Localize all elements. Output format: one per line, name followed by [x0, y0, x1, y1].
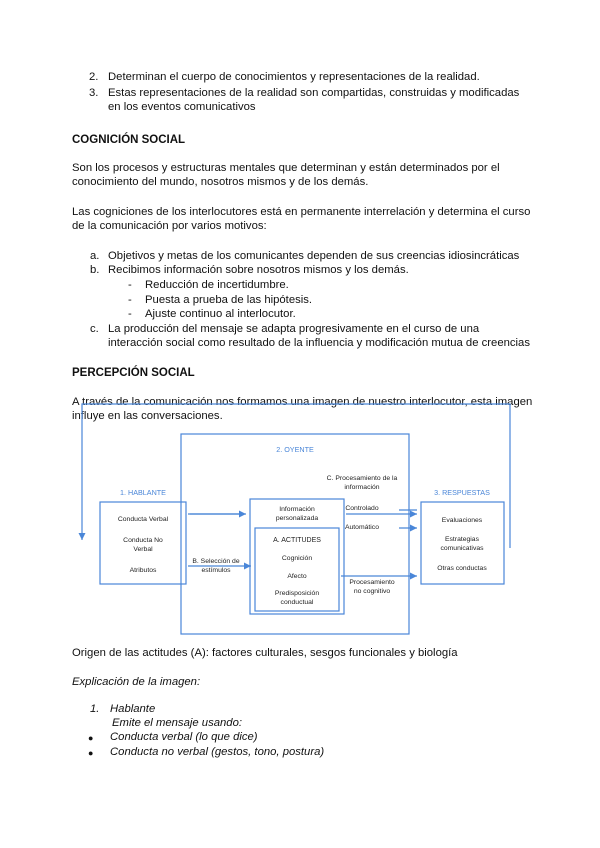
actitudes-item: Afecto	[287, 573, 307, 580]
sub-item-text: Ajuste continuo al interlocutor.	[145, 308, 296, 320]
bullet-dot: ●	[88, 733, 94, 743]
explicacion-title: Explicación de la imagen:	[72, 676, 201, 688]
bullet-text: Conducta no verbal (gestos, tono, postura)	[110, 746, 325, 758]
bullet-text: Conducta verbal (lo que dice)	[110, 731, 258, 743]
list-item-text: Recibimos información sobre nosotros mismos y los demás.	[108, 264, 409, 276]
sub-item-text: Puesta a prueba de las hipótesis.	[145, 294, 313, 306]
list-item-text: interacción social como resultado de la influencia y modificación mutua de creencias	[108, 337, 530, 349]
respuestas-item: Evaluaciones	[441, 517, 483, 524]
list-letter: a.	[90, 250, 100, 262]
list-number: 1.	[90, 703, 100, 715]
respuestas-item: comunicativas	[440, 545, 484, 552]
respuestas-item: Estrategias	[444, 536, 480, 543]
list-item-text: La producción del mensaje se adapta progresivamente en el curso de una	[108, 323, 480, 335]
paragraph-line: influye en las conversaciones.	[72, 410, 223, 422]
seleccion-label: B. Selección de	[192, 558, 240, 565]
sub-dash: -	[128, 294, 132, 306]
paragraph-line: A través de la comunicación nos formamos una imagen de nuestro interlocutor, esta imagen	[72, 396, 533, 408]
hablante-item: Conducta Verbal	[117, 516, 169, 523]
paragraph-line: Son los procesos y estructuras mentales que determinan y están determinados por el	[72, 162, 500, 174]
sub-dash: -	[128, 279, 132, 291]
procesamiento-label: información	[344, 484, 380, 491]
bullet-dot: ●	[88, 748, 94, 758]
section-heading-cognicion: COGNICIÓN SOCIAL	[72, 134, 186, 146]
actitudes-item: Cognición	[281, 555, 313, 562]
paragraph-line: Las cogniciones de los interlocutores está en permanente interrelación y determina el curso	[72, 206, 531, 218]
actitudes-item: conductual	[280, 599, 314, 606]
sub-dash: -	[128, 308, 132, 320]
automatico-label: Automático	[344, 524, 380, 531]
list-number: 3.	[89, 87, 99, 99]
paragraph-line: conocimiento del mundo, nosotros mismos y de los demás.	[72, 176, 369, 188]
feedback-loop-line	[82, 404, 510, 548]
no-cognitivo-label: no cognitivo	[353, 588, 391, 595]
list-item-text: en los eventos comunicativos	[108, 101, 256, 113]
item-subtitle: Emite el mensaje usando:	[112, 717, 242, 729]
sub-item-text: Reducción de incertidumbre.	[145, 279, 289, 291]
seleccion-label: estímulos	[201, 567, 231, 574]
paragraph-line: de la comunicación por varios motivos:	[72, 220, 267, 232]
controlado-label: Controlado	[345, 505, 379, 512]
list-number: 2.	[89, 71, 99, 83]
no-cognitivo-label: Procesamiento	[349, 579, 395, 586]
hablante-item: Conducta No	[123, 537, 163, 544]
hablante-item: Verbal	[133, 546, 153, 553]
respuestas-item: Otras conductas	[437, 565, 487, 572]
hablante-item: Atributos	[129, 567, 157, 574]
item-title: Hablante	[110, 703, 156, 715]
list-item-text: Estas representaciones de la realidad son compartidas, construidas y modificadas	[108, 87, 520, 99]
list-item-text: Objetivos y metas de los comunicantes dependen de sus creencias idiosincráticas	[108, 250, 520, 262]
list-item-text: Determinan el cuerpo de conocimientos y representaciones de la realidad.	[108, 71, 480, 83]
list-letter: c.	[90, 323, 99, 335]
section-heading-percepcion: PERCEPCIÓN SOCIAL	[72, 367, 195, 379]
respuestas-label: 3. RESPUESTAS	[434, 488, 490, 497]
info-label: Información	[279, 506, 315, 513]
info-label: personalizada	[275, 515, 319, 522]
actitudes-title: A. ACTITUDES	[273, 537, 321, 544]
actitudes-item: Predisposición	[274, 590, 320, 597]
oyente-label: 2. OYENTE	[276, 445, 314, 454]
hablante-label: 1. HABLANTE	[120, 488, 166, 497]
procesamiento-label: C. Procesamiento de la	[326, 475, 398, 482]
list-letter: b.	[90, 264, 100, 276]
origen-text: Origen de las actitudes (A): factores culturales, sesgos funcionales y biología	[72, 647, 458, 659]
